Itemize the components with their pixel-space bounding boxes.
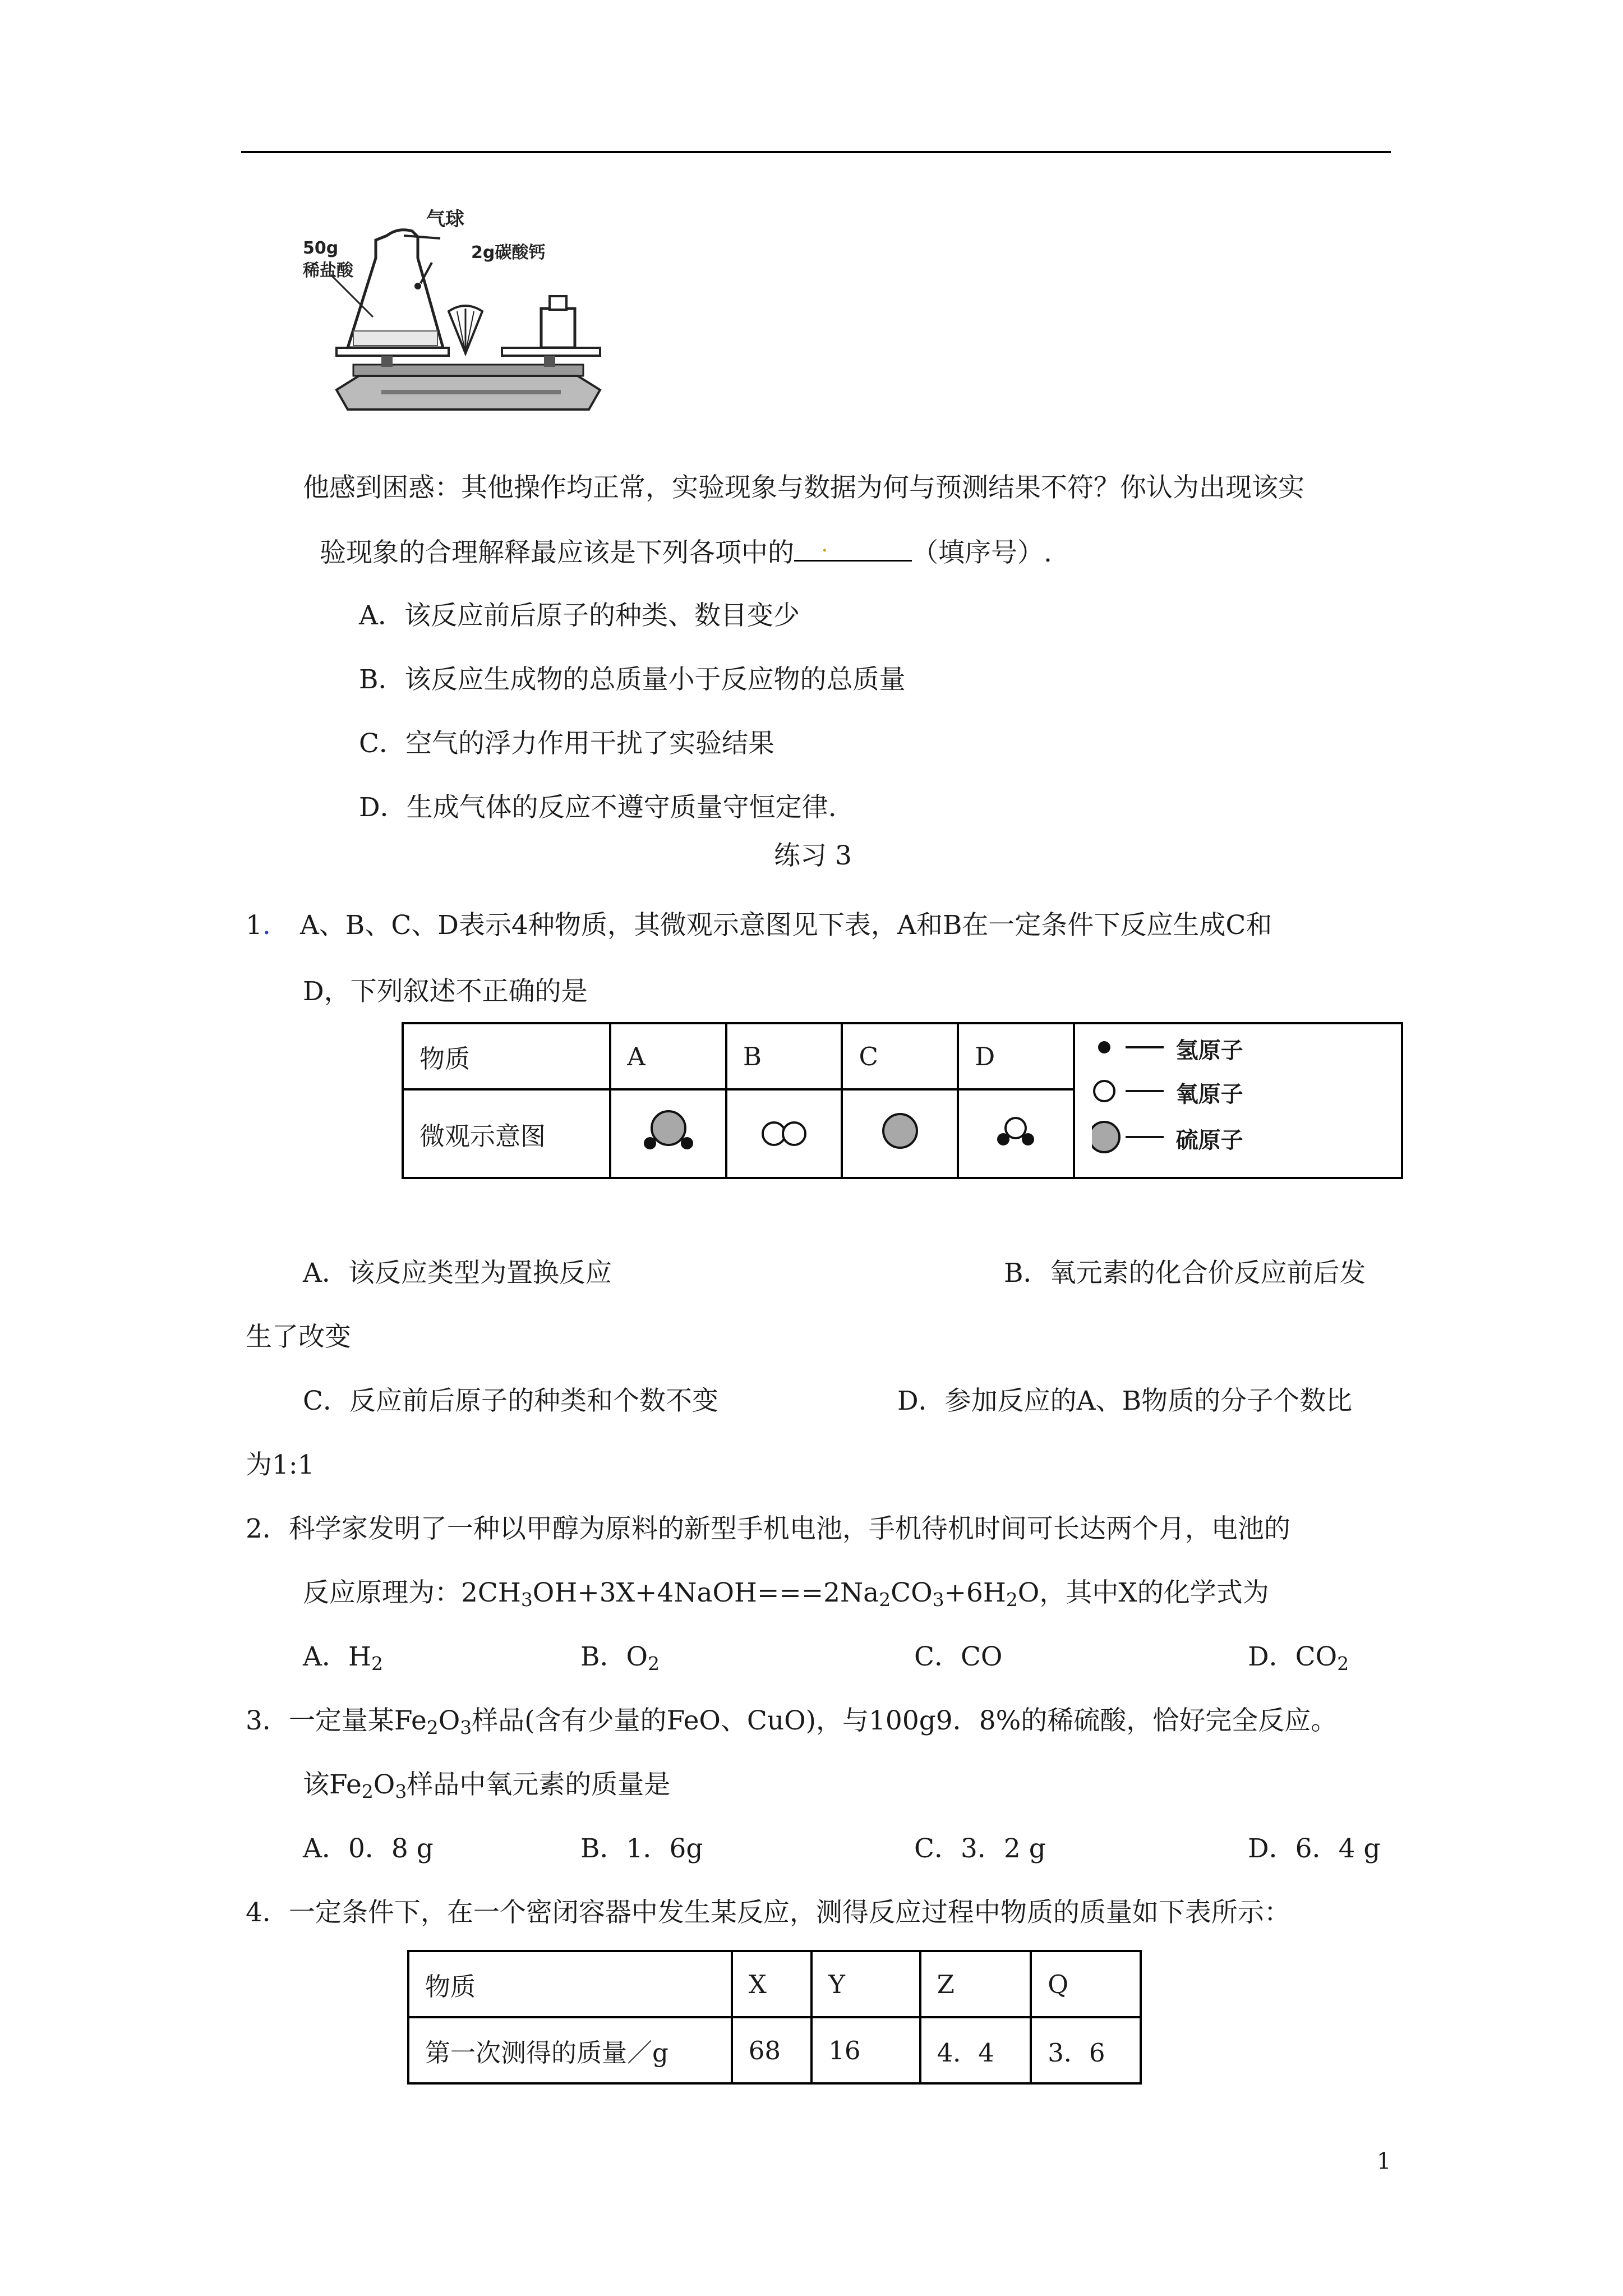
sulfur-atom-icon	[1092, 1122, 1119, 1152]
q1-table-header-d: D	[958, 1023, 1074, 1089]
answer-blank[interactable]: .	[794, 535, 912, 562]
q1-number-dot: .	[262, 910, 271, 941]
prev-option-c: C．空气的浮力作用干扰了实验结果	[359, 728, 774, 759]
q4-mass-table	[407, 1950, 1142, 2085]
molecule-a-cell	[610, 1089, 726, 1178]
legend-sulfur: 硫原子	[1175, 1128, 1243, 1153]
q4-row-label: 第一次测得的质量／g	[408, 2017, 732, 2083]
prev-question-line2-text: 验现象的合理解释最应该是下列各项中的	[320, 537, 794, 568]
prev-option-b: B．该反应生成物的总质量小于反应物的总质量	[359, 664, 906, 695]
balloon-label: 气球	[426, 208, 464, 231]
prev-question-line2	[320, 531, 1052, 570]
header-rule	[241, 151, 1391, 153]
q1-option-b-line2: 生了改变	[246, 1322, 351, 1352]
q1-option-c: C．反应前后原子的种类和个数不变	[303, 1386, 718, 1416]
q4-header-y: Y	[811, 1951, 920, 2017]
q3-line1: 3．一定量某$Fe_2O_3$样品(含有少量的FeO、CuO)，与100g9．8%的稀硫酸，恰好完全反应。	[246, 1705, 1338, 1738]
q1-table-header-a: A	[610, 1023, 726, 1089]
q4-cell-y: 16	[811, 2017, 920, 2083]
q1-line2: D，下列叙述不正确的是	[303, 976, 588, 1007]
q1-particle-table	[402, 1022, 1403, 1179]
q2-option-c: C．CO	[914, 1641, 1003, 1672]
balance-experiment-figure	[303, 196, 617, 443]
q1-table-header-b: B	[726, 1023, 842, 1089]
q2-option-d: D．$CO_2$	[1248, 1641, 1349, 1674]
q1-line1	[246, 909, 1272, 942]
caco3-label: 2g碳酸钙	[471, 243, 546, 263]
q2-line2-suffix: ，其中X的化学式为	[1039, 1577, 1269, 1608]
q2-reaction-equation: $2CH_3OH+3X+4NaOH===2Na_2CO_3+6H_2O$	[461, 1577, 1040, 1611]
q2-line1: 2．科学家发明了一种以甲醇为原料的新型手机电池，手机待机时间可长达两个月，电池的	[246, 1513, 1290, 1544]
q4-line1: 4．一定条件下，在一个密闭容器中发生某反应，测得反应过程中物质的质量如下表所示：	[246, 1897, 1290, 1928]
q4-header-x: X	[732, 1951, 812, 2017]
q4-header-q: Q	[1031, 1951, 1141, 2017]
page-number: 1	[1377, 2148, 1391, 2174]
prev-option-d: D．生成气体的反应不遵守质量守恒定律.	[359, 792, 837, 823]
q4-cell-q: 3．6	[1031, 2017, 1141, 2083]
q1-table-row-label: 微观示意图	[403, 1089, 610, 1178]
q1-option-d-line2: 为1:1	[246, 1450, 315, 1480]
q4-cell-x: 68	[732, 2017, 812, 2083]
q1-text: A、B、C、D表示4种物质，其微观示意图见下表，A和B在一定条件下反应生成C和	[299, 910, 1272, 941]
legend-atom-symbols	[1092, 1035, 1165, 1170]
molecule-c-cell	[842, 1089, 958, 1178]
prev-question-line1: 他感到困惑：其他操作均正常，实验现象与数据为何与预测结果不符？你认为出现该实	[303, 472, 1304, 503]
section-title: 练习 3	[774, 840, 852, 871]
q3-line2: 该$Fe_2O_3$样品中氧元素的质量是	[303, 1769, 671, 1802]
h2o-molecule-icon	[985, 1103, 1046, 1159]
q3-option-d: D．6．4 g	[1248, 1833, 1381, 1864]
q2-option-a: A．$H_2$	[303, 1641, 383, 1674]
q4-header-substance: 物质	[408, 1951, 732, 2017]
acid-mass-label: 50g	[303, 238, 339, 258]
q1-legend-cell	[1074, 1023, 1402, 1178]
hydrogen-atom-icon	[1098, 1041, 1110, 1053]
legend-hydrogen: 氢原子	[1175, 1038, 1243, 1064]
molecule-b-cell	[726, 1089, 842, 1178]
molecule-d-cell	[958, 1089, 1074, 1178]
q3-option-b: B．1．6g	[580, 1833, 703, 1864]
sulfur-molecule-icon	[869, 1103, 931, 1159]
q1-option-a: A．该反应类型为置换反应	[303, 1258, 612, 1289]
q4-header-z: Z	[920, 1951, 1031, 2017]
q1-number: 1	[246, 910, 262, 941]
q2-line2	[303, 1576, 1269, 1610]
o2-molecule-icon	[753, 1103, 815, 1159]
q1-table-header-substance: 物质	[403, 1023, 610, 1089]
prev-question-line2-suffix: （填序号）.	[912, 537, 1052, 568]
q4-cell-z: 4．4	[920, 2017, 1031, 2083]
q3-option-a: A．0．8 g	[303, 1833, 434, 1864]
acid-name-label: 稀盐酸	[303, 261, 353, 280]
q3-option-c: C．3．2 g	[914, 1833, 1046, 1864]
q1-option-b-line1: B．氧元素的化合价反应前后发	[1004, 1258, 1366, 1289]
q1-option-d-line1: D．参加反应的A、B物质的分子个数比	[897, 1386, 1353, 1416]
prev-option-a: A．该反应前后原子的种类、数目变少	[359, 600, 800, 631]
h2s-molecule-icon	[638, 1103, 699, 1159]
oxygen-atom-icon	[1094, 1081, 1114, 1101]
q1-table-header-c: C	[842, 1023, 958, 1089]
q2-line2-prefix: 反应原理为：	[303, 1577, 461, 1608]
legend-oxygen: 氧原子	[1175, 1082, 1243, 1107]
q2-option-b: B．$O_2$	[580, 1641, 660, 1674]
